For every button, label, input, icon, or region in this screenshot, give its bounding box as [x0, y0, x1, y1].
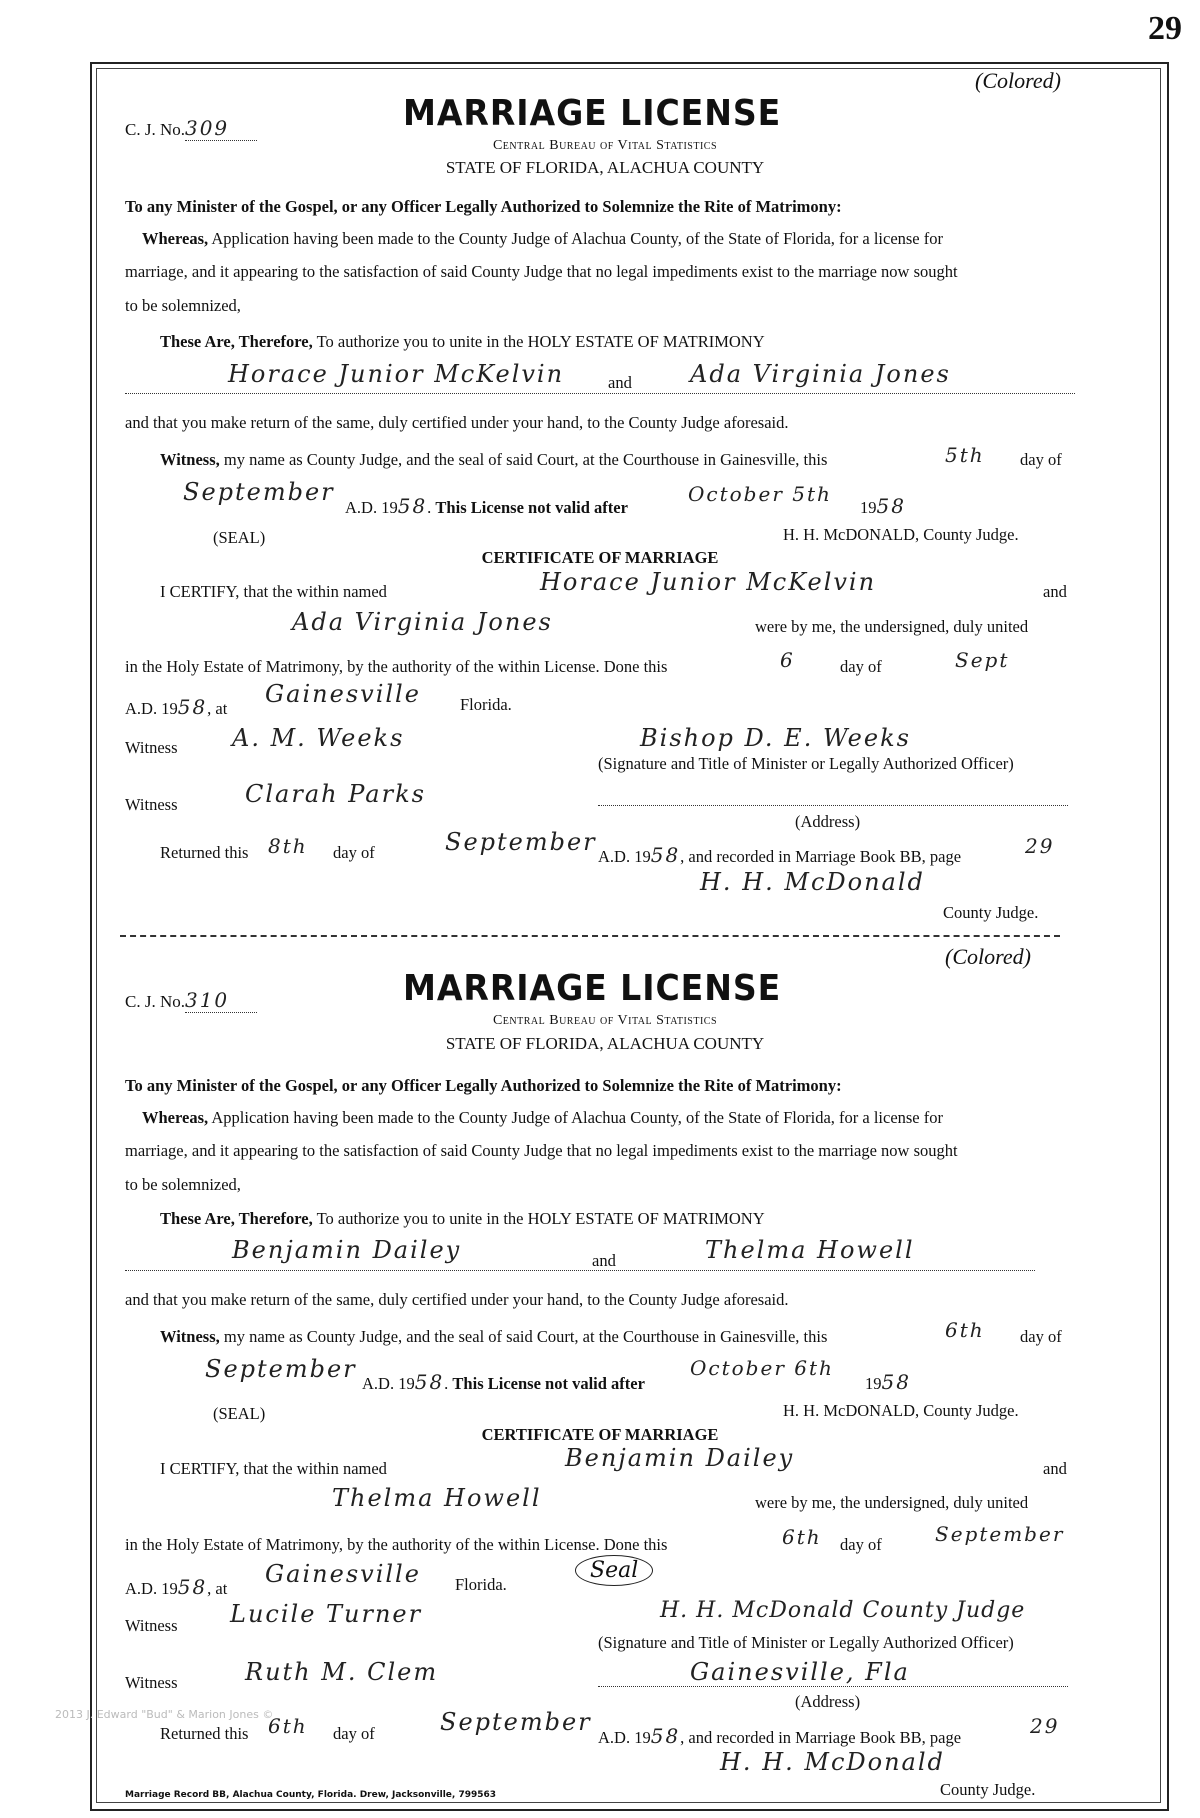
- bureau: Central Bureau of Vital Statistics: [492, 138, 718, 153]
- return-line: and that you make return of the same, duly certified under your hand, to the County Judge aforesaid.: [125, 413, 789, 432]
- valid-after: October 6th: [690, 1356, 834, 1380]
- whereas-line-3: to be solemnized,: [125, 1175, 241, 1194]
- florida-label: Florida.: [455, 1575, 507, 1594]
- printer-footer: Marriage Record BB, Alachua County, Florida. Drew, Jacksonville, 799563: [125, 1790, 497, 1800]
- judge-signature: H. H. McDonald: [720, 1748, 945, 1776]
- issue-day: 5th: [945, 443, 985, 467]
- cert-bride: Thelma Howell: [332, 1484, 542, 1512]
- witness2-label: Witness: [125, 795, 178, 814]
- address-line: [598, 1686, 1068, 1687]
- cert-title: CERTIFICATE OF MARRIAGE: [481, 548, 719, 567]
- cert-groom: Horace Junior McKelvin: [540, 568, 877, 596]
- returned-day-of: day of: [333, 843, 375, 862]
- witness1-label: Witness: [125, 1616, 178, 1635]
- and-label: and: [592, 1251, 616, 1270]
- officiant-signature: H. H. McDonald County Judge: [660, 1598, 1026, 1623]
- officiant-address: Gainesville, Fla: [690, 1658, 910, 1686]
- whereas-line-3: to be solemnized,: [125, 296, 241, 315]
- witness1-name: Lucile Turner: [230, 1600, 423, 1628]
- returned-day: 6th: [268, 1714, 308, 1738]
- bride-name: Ada Virginia Jones: [690, 360, 951, 388]
- witness1-name: A. M. Weeks: [232, 724, 405, 752]
- were-by-me: were by me, the undersigned, duly united: [755, 617, 1029, 636]
- done-year-line: A.D. 1958, at: [125, 695, 228, 719]
- witness-judge-line: Witness, my name as County Judge, and the seal of said Court, at the Courthouse in Gainesville, this: [160, 450, 828, 469]
- certify-label: I CERTIFY, that the within named: [160, 1459, 387, 1478]
- seal-label: (SEAL): [213, 1404, 266, 1423]
- address-caption: (Address): [795, 812, 861, 831]
- watermark: 2013 J. Edward "Bud" & Marion Jones ©: [55, 1708, 274, 1721]
- groom-name: Horace Junior McKelvin: [228, 360, 565, 388]
- recorded-line: A.D. 1958, and recorded in Marriage Book BB, page: [598, 843, 962, 867]
- colored-annotation: (Colored): [975, 68, 1061, 93]
- return-line: and that you make return of the same, duly certified under your hand, to the County Judge aforesaid.: [125, 1290, 789, 1309]
- address-caption: (Address): [795, 1692, 861, 1711]
- section-divider: [120, 935, 1060, 937]
- page-number: 29: [1148, 10, 1182, 47]
- ad-label: A.D. 1958. This License not valid after: [362, 1370, 645, 1394]
- bride-name: Thelma Howell: [705, 1236, 915, 1264]
- officiant-signature: Bishop D. E. Weeks: [640, 724, 911, 752]
- done-year-line: A.D. 1958, at: [125, 1575, 228, 1599]
- ad-label: A.D. 1958. This License not valid after: [345, 494, 628, 518]
- colored-annotation: (Colored): [945, 944, 1031, 969]
- names-line: [125, 393, 1075, 394]
- seal-label: (SEAL): [213, 528, 266, 547]
- cert-title: CERTIFICATE OF MARRIAGE: [481, 1425, 719, 1444]
- signature-caption: (Signature and Title of Minister or Legally Authorized Officer): [598, 1633, 1014, 1652]
- returned-month: September: [445, 828, 597, 856]
- done-day-of: day of: [840, 1535, 882, 1554]
- returned-month: September: [440, 1708, 592, 1736]
- groom-name: Benjamin Dailey: [232, 1236, 462, 1264]
- cert-and: and: [1043, 582, 1067, 601]
- these-are-line: These Are, Therefore, To authorize you to unite in the HOLY ESTATE OF MATRIMONY: [160, 1209, 765, 1228]
- place: Gainesville: [265, 680, 421, 708]
- issue-day: 6th: [945, 1318, 985, 1342]
- book-page: 29: [1025, 834, 1055, 858]
- witness1-label: Witness: [125, 738, 178, 757]
- witness2-label: Witness: [125, 1673, 178, 1692]
- were-by-me: were by me, the undersigned, duly united: [755, 1493, 1029, 1512]
- cj-number: 310: [185, 988, 257, 1013]
- done-day-of: day of: [840, 657, 882, 676]
- bureau: Central Bureau of Vital Statistics: [492, 1013, 718, 1028]
- done-day: 6: [780, 648, 795, 672]
- cert-and: and: [1043, 1459, 1067, 1478]
- certify-label: I CERTIFY, that the within named: [160, 582, 387, 601]
- returned-label: Returned this: [160, 843, 249, 862]
- signature-caption: (Signature and Title of Minister or Legally Authorized Officer): [598, 754, 1014, 773]
- holy-estate-line: in the Holy Estate of Matrimony, by the authority of the within License. Done this: [125, 657, 668, 676]
- witness-judge-line: Witness, my name as County Judge, and the seal of said Court, at the Courthouse in Gainesville, this: [160, 1327, 828, 1346]
- state-county: STATE OF FLORIDA, ALACHUA COUNTY: [445, 158, 765, 177]
- addressee: To any Minister of the Gospel, or any Officer Legally Authorized to Solemnize the Rite of Matrimony:: [125, 197, 842, 216]
- book-page: 29: [1030, 1714, 1060, 1738]
- whereas-line-2: marriage, and it appearing to the satisfaction of said County Judge that no legal impediments exist to the marriage now sought: [125, 1141, 958, 1160]
- addressee: To any Minister of the Gospel, or any Officer Legally Authorized to Solemnize the Rite of Matrimony:: [125, 1076, 842, 1095]
- state-county: STATE OF FLORIDA, ALACHUA COUNTY: [445, 1034, 765, 1053]
- day-of-label: day of: [1020, 450, 1062, 469]
- recorded-line: A.D. 1958, and recorded in Marriage Book BB, page: [598, 1724, 962, 1748]
- license-title: MARRIAGE LICENSE: [403, 968, 782, 1009]
- judge-line: H. H. McDONALD, County Judge.: [783, 1401, 1019, 1420]
- whereas-line-1: Whereas, Application having been made to the County Judge of Alachua County, of the State of Florida, for a license for: [142, 1108, 943, 1127]
- and-label: and: [608, 373, 632, 392]
- witness2-name: Ruth M. Clem: [245, 1658, 439, 1686]
- names-line: [125, 1270, 1035, 1271]
- county-judge-label: County Judge.: [943, 903, 1039, 922]
- place: Gainesville: [265, 1560, 421, 1588]
- seal-stamp: Seal: [575, 1555, 653, 1586]
- issue-month: September: [183, 478, 335, 506]
- valid-after: October 5th: [688, 482, 832, 506]
- whereas-line-1: Whereas, Application having been made to the County Judge of Alachua County, of the State of Florida, for a license for: [142, 229, 943, 248]
- valid-year: 1958: [865, 1370, 911, 1394]
- done-month: Sept: [955, 648, 1010, 672]
- cert-bride: Ada Virginia Jones: [292, 608, 553, 636]
- cj-label: C. J. No.310: [125, 988, 257, 1013]
- returned-label: Returned this: [160, 1724, 249, 1743]
- county-judge-label: County Judge.: [940, 1780, 1036, 1799]
- day-of-label: day of: [1020, 1327, 1062, 1346]
- returned-day: 8th: [268, 834, 308, 858]
- done-day: 6th: [782, 1525, 822, 1549]
- issue-month: September: [205, 1355, 357, 1383]
- valid-year: 1958: [860, 494, 906, 518]
- returned-day-of: day of: [333, 1724, 375, 1743]
- address-line: [598, 805, 1068, 806]
- holy-estate-line: in the Holy Estate of Matrimony, by the authority of the within License. Done this: [125, 1535, 668, 1554]
- cert-groom: Benjamin Dailey: [565, 1444, 795, 1472]
- judge-signature: H. H. McDonald: [700, 868, 925, 896]
- whereas-line-2: marriage, and it appearing to the satisfaction of said County Judge that no legal impediments exist to the marriage now sought: [125, 262, 958, 281]
- florida-label: Florida.: [460, 695, 512, 714]
- done-month: September: [935, 1522, 1065, 1546]
- cj-label: C. J. No.309: [125, 116, 257, 141]
- cj-number: 309: [185, 116, 257, 141]
- these-are-line: These Are, Therefore, To authorize you to unite in the HOLY ESTATE OF MATRIMONY: [160, 332, 765, 351]
- license-title: MARRIAGE LICENSE: [403, 93, 782, 134]
- witness2-name: Clarah Parks: [245, 780, 426, 808]
- judge-line: H. H. McDONALD, County Judge.: [783, 525, 1019, 544]
